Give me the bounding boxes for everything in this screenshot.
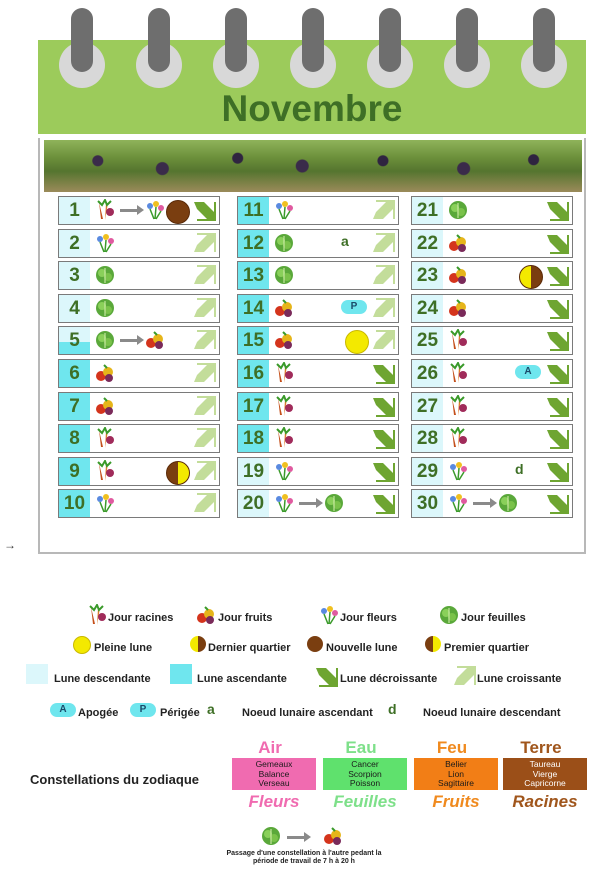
waxing-arrow-icon — [371, 330, 395, 351]
fleurs-icon — [144, 199, 166, 221]
day-row — [237, 489, 401, 522]
day-column — [58, 196, 222, 522]
legend-dernier: Dernier quartier — [208, 642, 291, 654]
apogee-badge: A — [515, 365, 541, 379]
day-number: 27 — [412, 393, 443, 420]
first-quarter-icon — [425, 636, 441, 652]
feuilles-icon — [273, 232, 295, 254]
legend-nouvelle: Nouvelle lune — [326, 642, 398, 654]
waxing-arrow-icon — [192, 330, 216, 351]
legend-premier: Premier quartier — [444, 642, 529, 654]
waning-arrow-icon — [545, 330, 569, 351]
legend-fleurs: Jour fleurs — [340, 612, 397, 624]
legend-feuilles: Jour feuilles — [461, 612, 526, 624]
zodiac-sign: Cancer — [351, 759, 379, 769]
waxing-arrow-icon — [371, 298, 395, 319]
legend-lune-asc: Lune ascendante — [197, 673, 287, 685]
zodiac-sign: Capricorne — [524, 778, 566, 788]
waning-arrow-icon — [371, 428, 395, 449]
waning-arrow-icon — [545, 493, 569, 514]
fruits-icon — [447, 264, 469, 286]
zodiac-signs — [503, 758, 587, 790]
day-number: 8 — [59, 425, 90, 452]
day-number: 18 — [238, 425, 269, 452]
legend-noeud-asc: Noeud lunaire ascendant — [242, 707, 373, 719]
racines-icon — [86, 604, 106, 624]
waxing-arrow-icon — [192, 298, 216, 319]
asc-moon-swatch — [170, 664, 192, 684]
waxing-arrow-icon — [192, 363, 216, 384]
binder-ring — [148, 8, 170, 72]
cro-arrow-icon — [452, 666, 476, 687]
day-number: 12 — [238, 230, 269, 257]
legend-pleine: Pleine lune — [94, 642, 153, 654]
fleurs-icon — [447, 460, 469, 482]
day-row — [411, 424, 575, 457]
day-number: 29 — [412, 458, 443, 485]
day-column — [411, 196, 575, 522]
legend-apogee: Apogée — [78, 707, 119, 719]
month-title: Novembre — [221, 88, 403, 129]
day-row — [237, 196, 401, 229]
zodiac-signs — [323, 758, 407, 790]
feuilles-icon — [438, 604, 458, 624]
transition-arrow-icon — [120, 339, 138, 342]
day-row — [237, 326, 401, 359]
day-row — [411, 326, 575, 359]
day-number: 28 — [412, 425, 443, 452]
binder-ring — [379, 8, 401, 72]
zodiac-sign: Vierge — [532, 768, 558, 779]
waning-arrow-icon — [192, 200, 216, 221]
day-number: 16 — [238, 360, 269, 387]
day-number: 3 — [59, 262, 90, 289]
day-row — [58, 424, 222, 457]
perigee-badge: P — [130, 703, 156, 717]
transition-arrow-icon — [120, 209, 138, 212]
waxing-arrow-icon — [192, 493, 216, 514]
racines-icon — [94, 427, 116, 449]
waning-arrow-icon — [545, 265, 569, 286]
day-number: 17 — [238, 393, 269, 420]
day-row — [58, 261, 222, 294]
day-row — [58, 359, 222, 392]
binder-ring — [71, 8, 93, 72]
day-number: 11 — [238, 197, 269, 224]
day-number: 24 — [412, 295, 443, 322]
legend-noeud-desc: Noeud lunaire descendant — [423, 707, 561, 719]
fleurs-icon — [94, 232, 116, 254]
waning-arrow-icon — [545, 233, 569, 254]
racines-icon — [447, 362, 469, 384]
fruits-icon — [447, 297, 469, 319]
racines-icon — [273, 427, 295, 449]
day-row — [411, 392, 575, 425]
day-number: 20 — [238, 490, 269, 517]
feuilles-icon — [497, 492, 519, 514]
day-row — [411, 294, 575, 327]
day-row — [58, 196, 222, 229]
waxing-arrow-icon — [192, 461, 216, 482]
transition-arrow-icon — [299, 502, 317, 505]
day-number: 4 — [59, 295, 90, 322]
passage-note: Passage d'une constellation à l'autre pedant la période de travail de 7 h à 20 h — [226, 850, 382, 865]
day-row — [411, 489, 575, 522]
waxing-arrow-icon — [192, 396, 216, 417]
feuilles-icon — [447, 199, 469, 221]
descending-node-icon: d — [515, 460, 524, 477]
day-number: 1 — [59, 197, 90, 224]
racines-icon — [447, 395, 469, 417]
feuilles-icon — [94, 264, 116, 286]
feuilles-icon — [94, 329, 116, 351]
fruits-icon — [273, 297, 295, 319]
day-column — [237, 196, 401, 522]
nouvelle-moon-icon — [166, 200, 190, 224]
fleurs-icon — [94, 492, 116, 514]
day-number: 30 — [412, 490, 443, 517]
day-row — [58, 457, 222, 490]
waxing-arrow-icon — [371, 200, 395, 221]
binder-ring — [225, 8, 247, 72]
legend-perigee: Périgée — [160, 707, 200, 719]
margin-arrow-icon: → — [4, 538, 16, 552]
ascending-node-icon: a — [341, 232, 349, 249]
day-row — [58, 326, 222, 359]
zodiac-sign: Poisson — [349, 778, 381, 788]
day-number: 25 — [412, 327, 443, 354]
day-row — [237, 229, 401, 262]
legend-fruits: Jour fruits — [218, 612, 273, 624]
apogee-badge: A — [50, 703, 76, 717]
day-number: 2 — [59, 230, 90, 257]
waning-arrow-icon — [545, 396, 569, 417]
feuilles-icon — [260, 825, 280, 845]
feuilles-icon — [94, 297, 116, 319]
legend-racines: Jour racines — [108, 612, 174, 624]
waning-arrow-icon — [545, 428, 569, 449]
day-row — [58, 489, 222, 522]
waning-arrow-icon — [371, 493, 395, 514]
vineyard-photo — [44, 140, 582, 192]
day-number: 10 — [59, 490, 90, 517]
binder-ring — [533, 8, 555, 72]
racines-icon — [447, 427, 469, 449]
fleurs-icon — [447, 492, 469, 514]
transition-arrow-icon — [473, 502, 491, 505]
waning-arrow-icon — [371, 461, 395, 482]
day-number: 14 — [238, 295, 269, 322]
day-number: 7 — [59, 393, 90, 420]
day-row — [411, 196, 575, 229]
zodiac-sign: Scorpion — [348, 768, 382, 779]
zodiac-sign: Balance — [258, 768, 290, 779]
racines-icon — [273, 362, 295, 384]
fleurs-icon — [273, 460, 295, 482]
fruits-icon — [322, 825, 342, 845]
feuilles-icon — [323, 492, 345, 514]
zodiac-signs — [414, 758, 498, 790]
last-quarter-icon — [190, 636, 206, 652]
zodiac-sign: Belier — [445, 759, 467, 769]
day-row — [237, 261, 401, 294]
day-number: 26 — [412, 360, 443, 387]
fleurs-icon — [318, 604, 338, 624]
zodiac-signs — [232, 758, 316, 790]
fleurs-icon — [273, 492, 295, 514]
day-row — [411, 261, 575, 294]
waxing-arrow-icon — [371, 265, 395, 286]
binder-ring — [302, 8, 324, 72]
premier-moon-icon — [166, 461, 190, 485]
day-row — [237, 457, 401, 490]
feuilles-icon — [273, 264, 295, 286]
day-row — [411, 457, 575, 490]
day-row — [237, 294, 401, 327]
zodiac-element: Air — [258, 738, 282, 757]
fruits-icon — [94, 395, 116, 417]
perigee-badge: P — [341, 300, 367, 314]
zodiac-element: Feu — [436, 738, 468, 757]
full-moon-icon — [73, 636, 91, 654]
waxing-arrow-icon — [192, 233, 216, 254]
zodiac-sign: Gemeaux — [255, 759, 293, 769]
waning-arrow-icon — [545, 200, 569, 221]
waxing-arrow-icon — [192, 265, 216, 286]
waning-arrow-icon — [545, 461, 569, 482]
day-row — [58, 229, 222, 262]
legend-lune-desc: Lune descendante — [54, 673, 151, 685]
legend-croissante: Lune croissante — [477, 673, 562, 685]
waxing-arrow-icon — [371, 233, 395, 254]
day-number: 22 — [412, 230, 443, 257]
descending-node-icon: d — [388, 701, 397, 717]
zodiac-day-type: Fleurs — [248, 792, 300, 811]
day-number: 5 — [59, 327, 90, 354]
fruits-icon — [273, 329, 295, 351]
racines-icon — [447, 329, 469, 351]
day-row — [411, 359, 575, 392]
fruits-icon — [447, 232, 469, 254]
waxing-arrow-icon — [192, 428, 216, 449]
fruits-icon — [195, 604, 215, 624]
zodiac-day-type: Fruits — [432, 792, 480, 811]
transition-arrow-icon — [287, 836, 305, 839]
waning-arrow-icon — [545, 298, 569, 319]
zodiac-day-type: Feuilles — [333, 792, 397, 811]
day-row — [237, 424, 401, 457]
fleurs-icon — [273, 199, 295, 221]
waning-arrow-icon — [371, 363, 395, 384]
day-row — [237, 359, 401, 392]
dernier-moon-icon — [519, 265, 543, 289]
day-number: 13 — [238, 262, 269, 289]
day-row — [58, 294, 222, 327]
racines-icon — [273, 395, 295, 417]
zodiac-sign: Taureau — [529, 759, 561, 769]
zodiac-element: Terre — [520, 738, 562, 757]
day-number: 15 — [238, 327, 269, 354]
ascending-node-icon: a — [207, 701, 215, 717]
fruits-icon — [94, 362, 116, 384]
zodiac-day-type: Racines — [512, 792, 578, 811]
dec-arrow-icon — [314, 666, 338, 687]
racines-icon — [94, 460, 116, 482]
zodiac-sign: Lion — [447, 768, 465, 779]
day-number: 6 — [59, 360, 90, 387]
new-moon-icon — [307, 636, 323, 652]
day-row — [411, 229, 575, 262]
day-number: 23 — [412, 262, 443, 289]
day-number: 9 — [59, 458, 90, 485]
day-number: 19 — [238, 458, 269, 485]
zodiac-title: Constellations du zodiaque — [30, 772, 200, 787]
zodiac-sign: Sagittaire — [438, 778, 474, 788]
fruits-icon — [144, 329, 166, 351]
desc-moon-swatch — [26, 664, 48, 684]
zodiac-sign: Verseau — [258, 778, 290, 788]
zodiac-element: Eau — [345, 738, 377, 757]
day-row — [237, 392, 401, 425]
day-number: 21 — [412, 197, 443, 224]
racines-icon — [94, 199, 116, 221]
waning-arrow-icon — [371, 396, 395, 417]
legend-decroissante: Lune décroissante — [340, 673, 438, 685]
binder-ring — [456, 8, 478, 72]
day-row — [58, 392, 222, 425]
waning-arrow-icon — [545, 363, 569, 384]
